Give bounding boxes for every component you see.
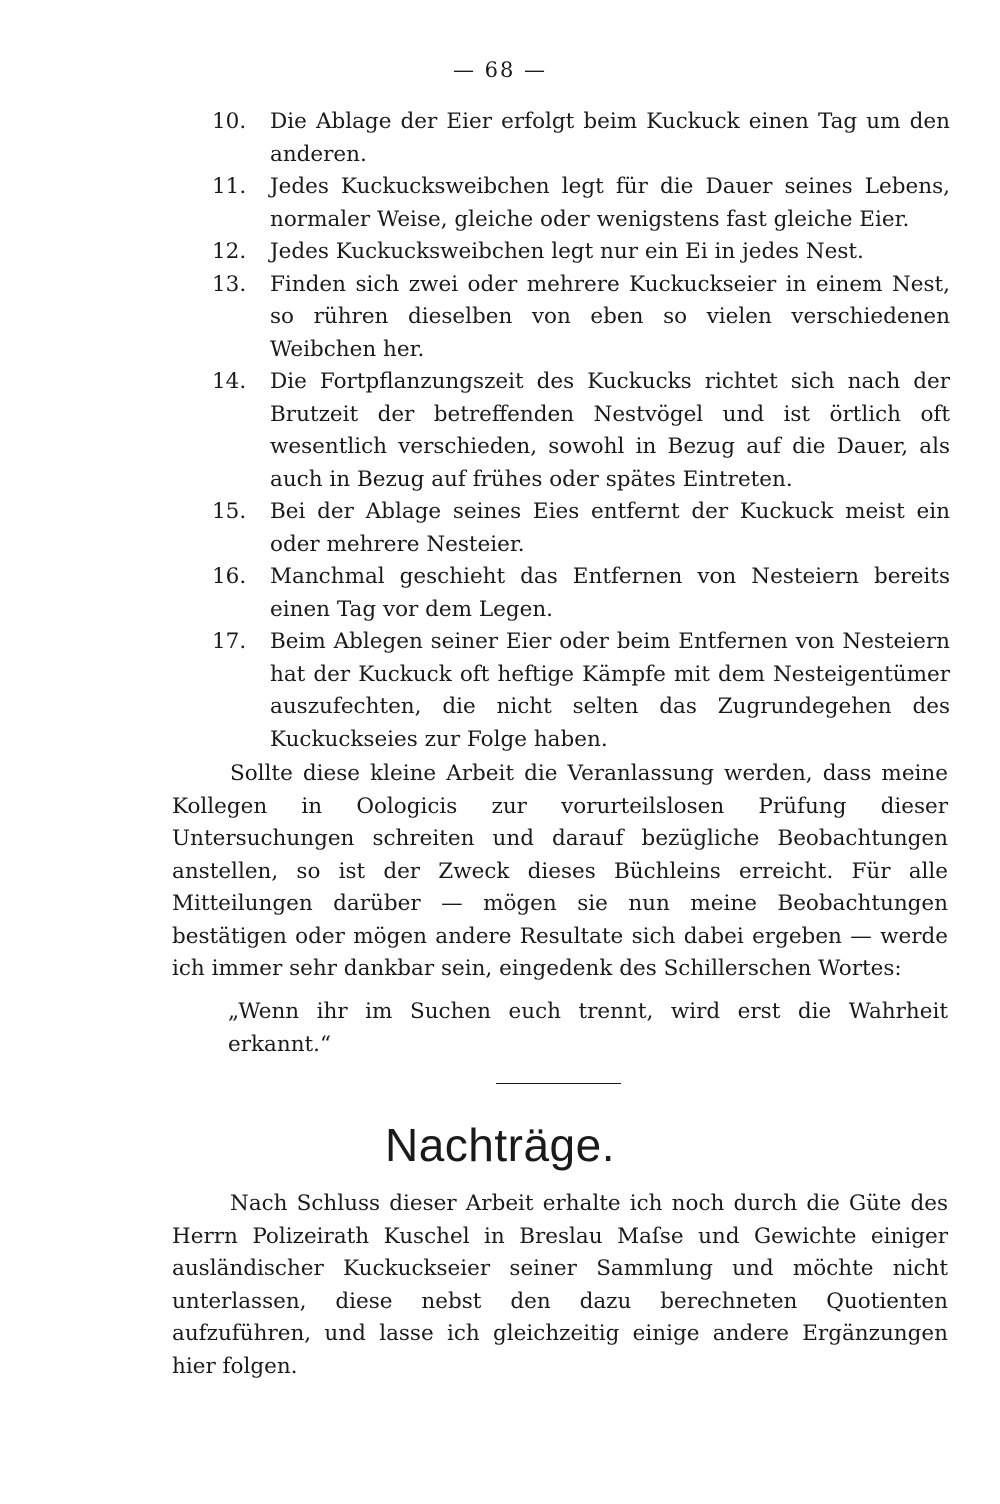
section-intro-paragraph: Nach Schluss dieser Arbeit erhalte ich noch durch die Güte des Herrn Polizeirath Kuschel in Breslau Maſse und Gewichte einiger ausländischer Kuckuckseier seiner Sammlung und möchte nicht unterlassen, diese nebst den dazu berechneten Quotienten aufzuführen, und lasse ich gleichzeitig einige andere Ergänzungen hier folgen. (172, 1191, 948, 1379)
closing-paragraph: Sollte diese kleine Arbeit die Veranlassung werden, dass meine Kollegen in Oologicis zur vorurteilslosen Prüfung dieser Untersuchungen schreiten und darauf bezügliche Beobachtungen anstellen, so ist der Zweck dieses Büchleins erreicht. Für alle Mitteilungen darüber — mögen sie nun meine Beobachtungen bestätigen oder mögen andere Resultate sich dabei ergeben — werde ich immer sehr dankbar sein, eingedenk des Schillerschen Wortes: (172, 761, 948, 981)
item-number: 13. (212, 271, 247, 297)
item-text: Jedes Kuckucksweibchen legt für die Dauer seines Lebens, normaler Weise, gleiche oder wenigstens fast gleiche Eier. (270, 174, 950, 232)
item-number: 17. (212, 629, 247, 654)
item-text: Beim Ablegen seiner Eier oder beim Entfernen von Nesteiern hat der Kuckuck oft heftige Kämpfe mit dem Nesteigentümer auszufechten, die nicht selten das Zugrundegehen des Kuckuckseies zur Folge haben. (270, 629, 950, 752)
section-divider (496, 1083, 621, 1084)
list-item (212, 626, 950, 756)
item-text: Manchmal geschieht das Entfernen von Nesteiern bereits einen Tag vor dem Legen. (270, 564, 950, 622)
item-text: Jedes Kuckucksweibchen legt nur ein Ei in jedes Nest. (270, 239, 864, 264)
section-heading: Nachträge. (384, 1119, 615, 1171)
item-number: 12. (212, 239, 247, 264)
list-item (212, 269, 950, 367)
item-number: 15. (212, 499, 247, 524)
item-number: 10. (212, 109, 247, 134)
item-number: 11. (212, 174, 247, 199)
numbered-list (212, 106, 950, 756)
item-number: 16. (212, 564, 247, 589)
item-text: Finden sich zwei oder mehrere Kuckuckseier in einem Nest, so rühren dieselben von eben so vielen verschiedenen Weibchen her. (270, 271, 950, 362)
list-item (212, 236, 950, 269)
item-text: Bei der Ablage seines Eies entfernt der Kuckuck meist ein oder mehrere Nesteier. (270, 499, 950, 557)
schiller-quote: „Wenn ihr im Suchen euch trennt, wird erst die Wahrheit erkannt.“ (228, 999, 948, 1057)
list-item (212, 496, 950, 561)
list-item (212, 106, 950, 171)
list-item (212, 366, 950, 496)
list-item (212, 171, 950, 236)
list-item (212, 561, 950, 626)
item-text: Die Fortpflanzungszeit des Kuckucks richtet sich nach der Brutzeit der betreffenden Nestvögel und ist örtlich oft wesentlich verschieden, sowohl in Bezug auf die Dauer, als auch in Bezug auf frühes oder spätes Eintreten. (270, 369, 950, 492)
item-number: 14. (212, 369, 247, 394)
page-number: — 68 — (452, 58, 548, 82)
item-text: Die Ablage der Eier erfolgt beim Kuckuck einen Tag um den anderen. (270, 109, 950, 167)
